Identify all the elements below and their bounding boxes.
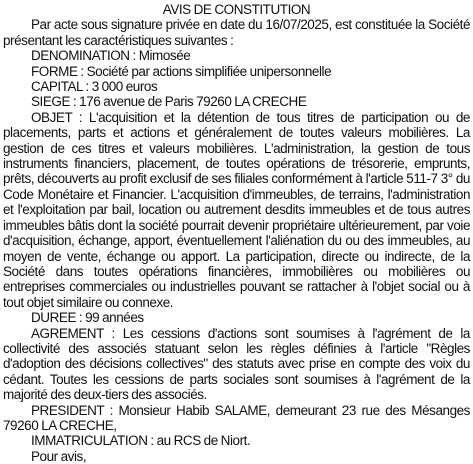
forme-line: FORME : Société par actions simplifiée unipersonnelle xyxy=(31,63,332,79)
president-paragraph: PRESIDENT : Monsieur Habib SALAME, demeurant 23 rue des Mésanges 79260 LA CRECHE, xyxy=(3,402,470,433)
closing-line: Pour avis, xyxy=(31,448,87,464)
immatriculation-line: IMMATRICULATION : au RCS de Niort. xyxy=(31,433,251,449)
siege-line: SIEGE : 176 avenue de Paris 79260 LA CRECHE xyxy=(31,94,307,110)
denomination-line: DENOMINATION : Mimosée xyxy=(31,48,191,64)
notice-title: AVIS DE CONSTITUTION xyxy=(162,2,311,17)
agrement-paragraph: AGREMENT : Les cessions d'actions sont soumises à l'agrément de la collectivité des associés statuant selon les règles définies à l'article "Règles d'adoption des décisions collectives" des statuts avec prise en compte des voix du cédant. Toutes les cessions de parts sociales sont soumises à l'agrément de la majorité des deux-tiers des associés. xyxy=(3,325,470,403)
objet-paragraph: OBJET : L'acquisition et la détention de tous titres de participation ou de placements, parts et actions et généralement de toutes valeurs mobilières. La gestion de ces titres et valeurs mobilières. L'administration, la gestion de tous instruments financiers, placement, de toutes opérations de trésorerie, emprunts, prêts, découverts au profit exclusif de ses filiales conformément à l'article 511-7 3° du Code Monétaire et Financier. L'acquisition d'immeubles, de terrains, l'administration et l'exploitation par bail, location ou autrement desdits immeubles et de tous autres immeubles bâtis dont la société pourrait devenir propriétaire ultérieurement, par voie d'acquisition, échange, apport, éventuellement l'aliénation du ou des immeubles, au moyen de vente, échange ou apport. La participation, directe ou indirecte, de la Société dans toutes opérations financières, immobilières ou mobilières ou entreprises commerciales ou industrielles pouvant se rattacher à l'objet social ou à tout objet similaire ou connexe. xyxy=(3,109,470,310)
intro-paragraph: Par acte sous signature privée en date du 16/07/2025, est constituée la Société présentant les caractéristiques suivantes : xyxy=(3,17,470,48)
duree-line: DUREE : 99 années xyxy=(31,310,144,326)
capital-line: CAPITAL : 3 000 euros xyxy=(31,79,158,95)
